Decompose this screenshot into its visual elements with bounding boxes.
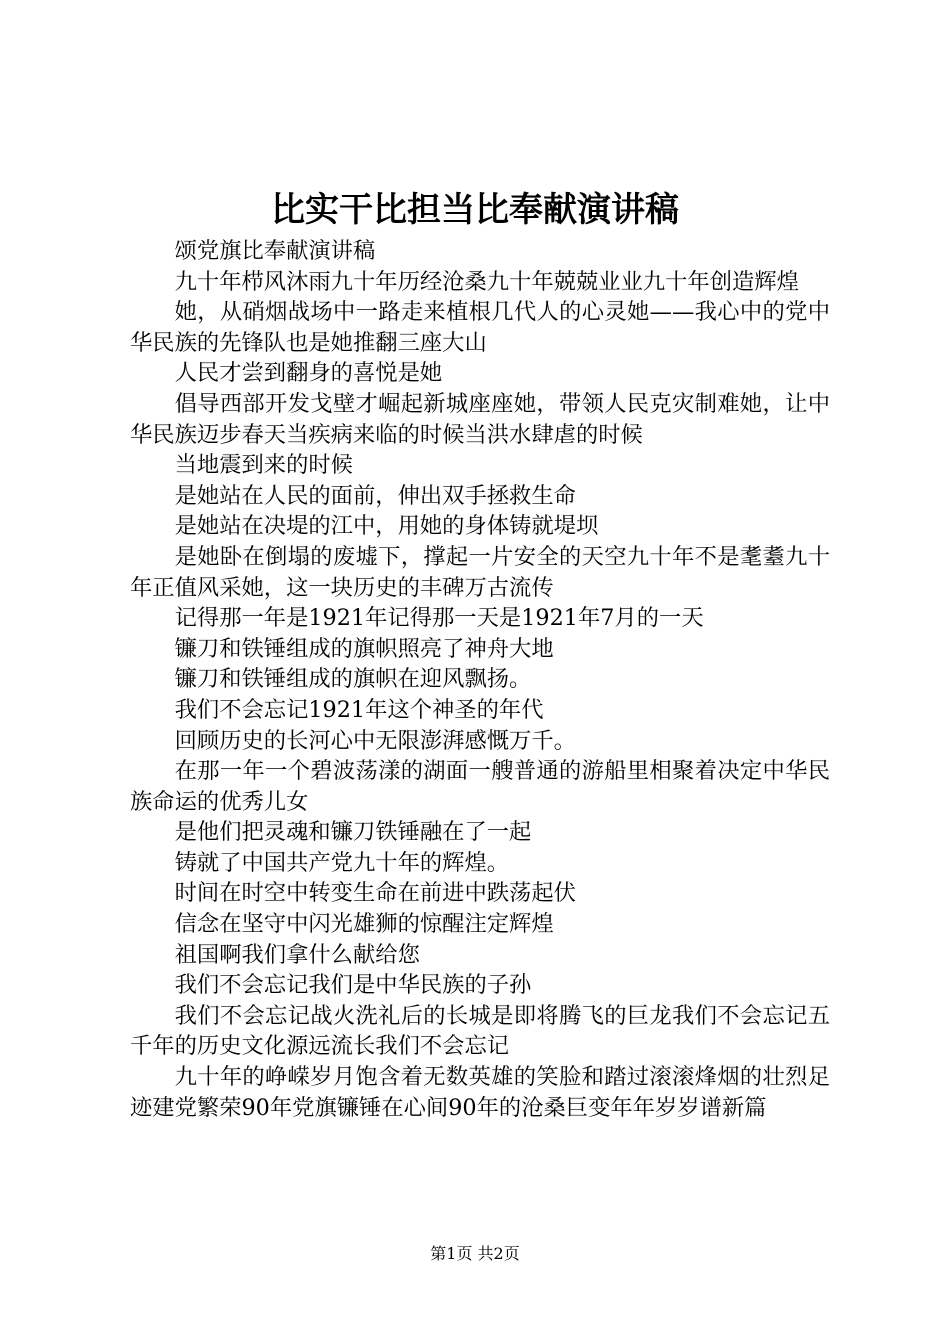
paragraph: 祖国啊我们拿什么献给您: [174, 941, 420, 968]
paragraph: 铸就了中国共产党九十年的辉煌。: [174, 849, 510, 876]
document-body: [130, 236, 830, 1123]
paragraph: 我们不会忘记战火洗礼后的长城是即将腾飞的巨龙我们不会忘记五千年的历史文化源远流长我们不会忘记: [130, 1002, 830, 1060]
paragraph: 九十年栉风沐雨九十年历经沧桑九十年兢兢业业九十年创造辉煌: [174, 268, 799, 295]
paragraph: 我们不会忘记我们是中华民族的子孙: [174, 972, 532, 999]
paragraph: 人民才尝到翻身的喜悦是她: [174, 360, 443, 387]
paragraph: 是他们把灵魂和镰刀铁锤融在了一起: [174, 819, 532, 846]
paragraph: 记得那一年是1921年记得那一天是1921年7月的一天: [174, 605, 704, 632]
paragraph: 是她站在决堤的江中，用她的身体铸就堤坝: [174, 513, 599, 540]
paragraph: 她，从硝烟战场中一路走来植根几代人的心灵她——我心中的党中华民族的先锋队也是她推翻三座大山: [130, 299, 830, 356]
document-title: 比实干比担当比奉献演讲稿: [271, 190, 679, 230]
paragraph: 倡导西部开发戈壁才崛起新城座座她，带领人民克灾制难她，让中华民族迈步春天当疾病来临的时候当洪水肆虐的时候: [130, 390, 830, 448]
paragraph: 镰刀和铁锤组成的旗帜在迎风飘扬。: [174, 666, 532, 693]
page-number-footer: 第1页 共2页: [430, 1244, 520, 1263]
paragraph: 回顾历史的长河心中无限澎湃感慨万千。: [174, 727, 576, 754]
paragraph: 信念在坚守中闪光雄狮的惊醒注定辉煌: [174, 911, 554, 938]
paragraph: 时间在时空中转变生命在前进中跌荡起伏: [174, 880, 576, 907]
paragraph: 镰刀和铁锤组成的旗帜照亮了神舟大地: [174, 635, 554, 662]
paragraph: 是她站在人民的面前，伸出双手拯救生命: [174, 482, 576, 509]
paragraph: 在那一年一个碧波荡漾的湖面一艘普通的游船里相聚着决定中华民族命运的优秀儿女: [130, 758, 830, 815]
paragraph: 当地震到来的时候: [174, 452, 353, 479]
paragraph: 是她卧在倒塌的废墟下，撑起一片安全的天空九十年不是耄耋九十年正值风采她，这一块历史的丰碑万古流传: [130, 543, 830, 601]
paragraph: 颂党旗比奉献演讲稿: [174, 238, 376, 264]
paragraph: 九十年的峥嵘岁月饱含着无数英雄的笑脸和踏过滚滚烽烟的壮烈足迹建党繁荣90年党旗镰锤在心间90年的沧桑巨变年年岁岁谱新篇: [130, 1064, 830, 1121]
paragraph: 我们不会忘记1921年这个神圣的年代: [174, 696, 544, 723]
